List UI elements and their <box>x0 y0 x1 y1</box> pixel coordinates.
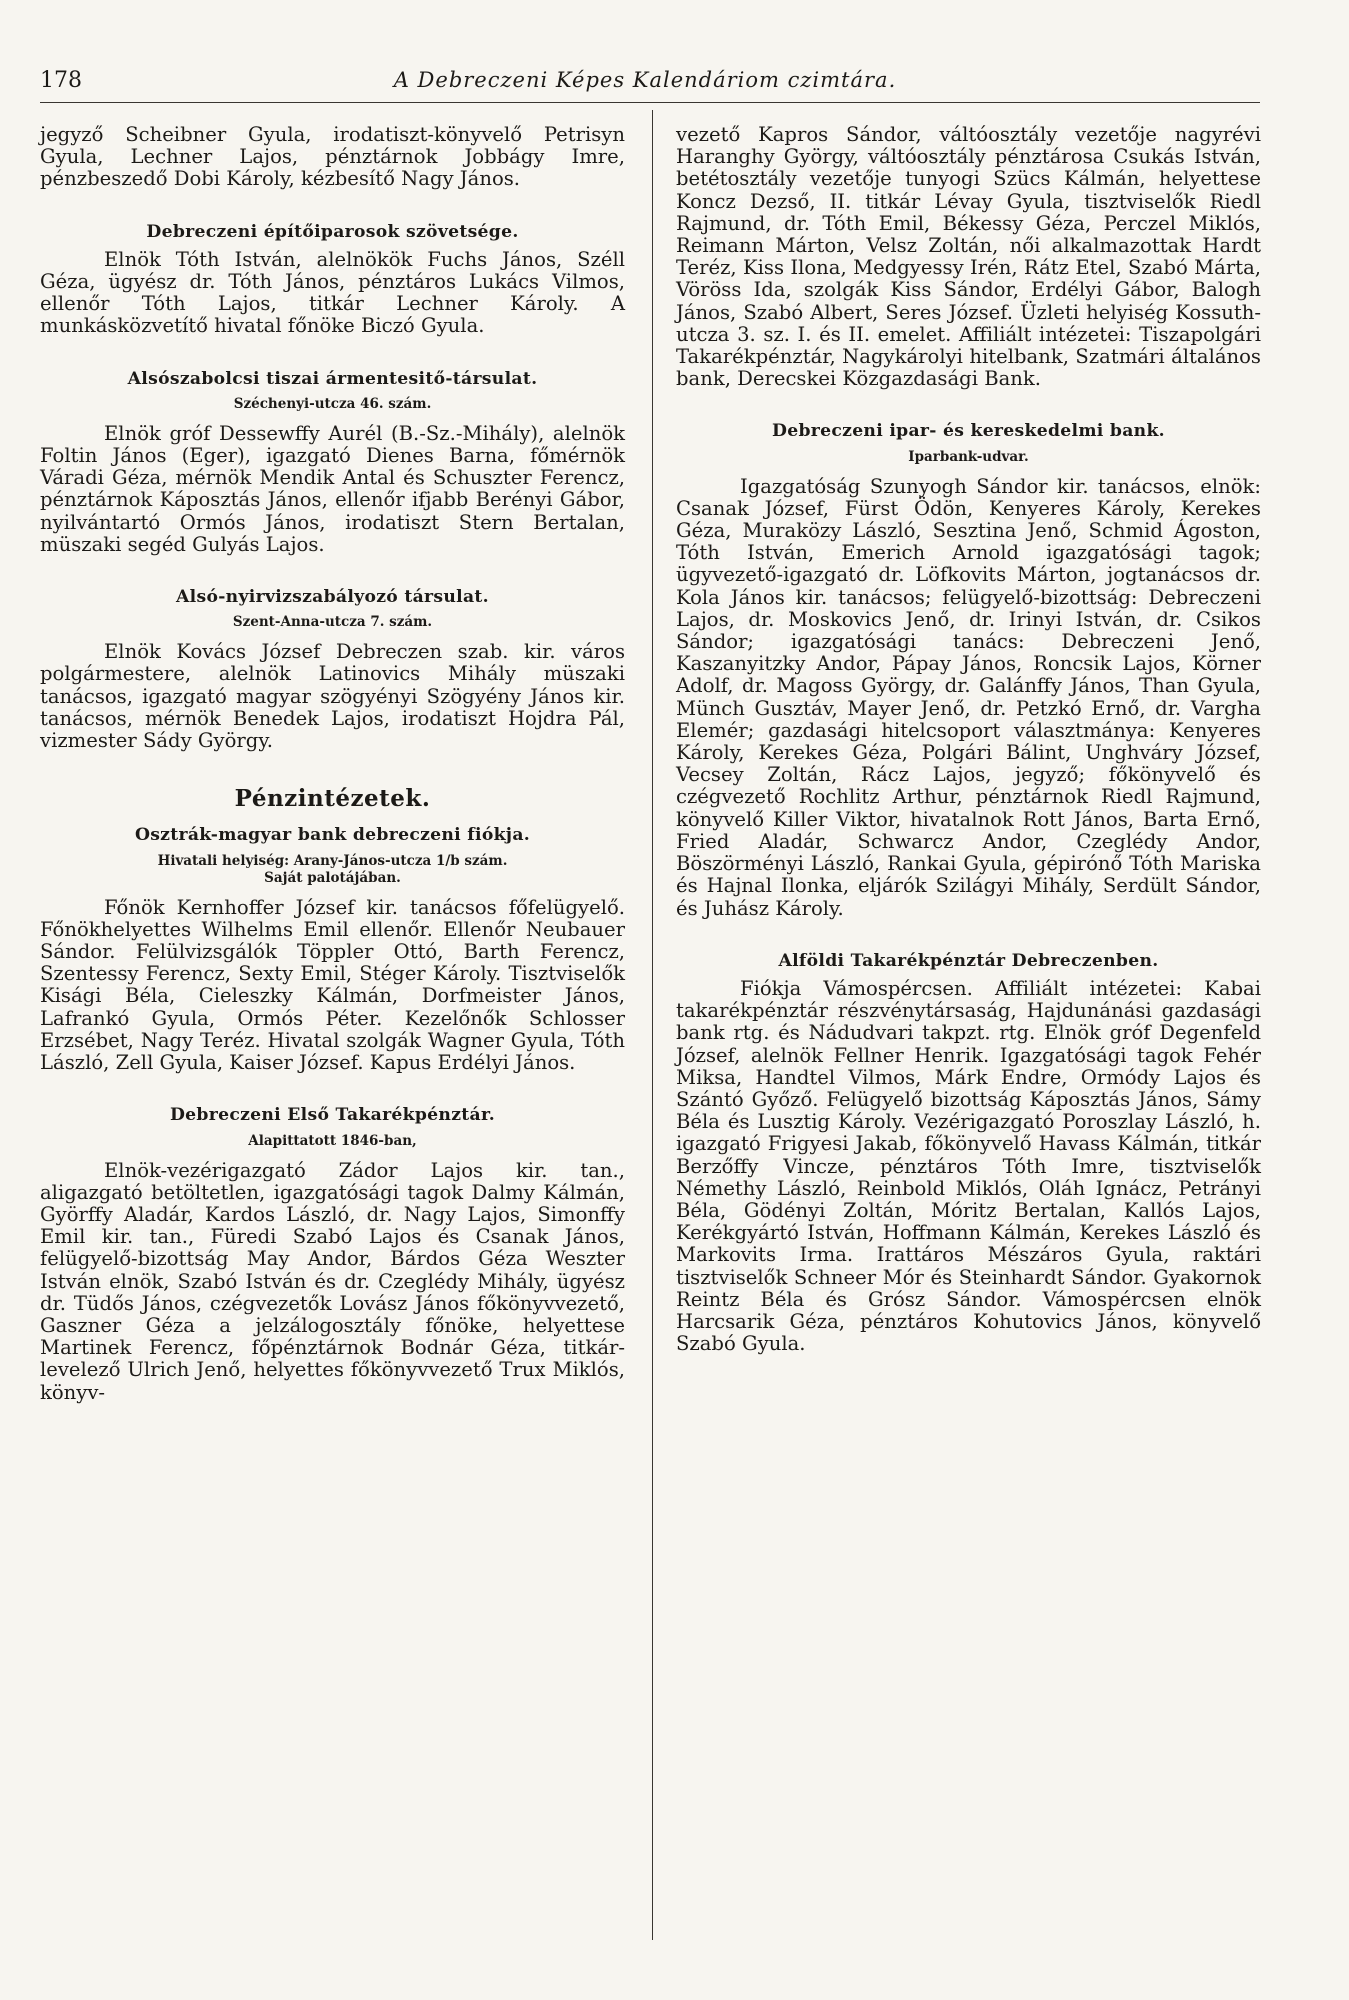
section-body: Elnök-vezérigazgató Zádor Lajos kir. tan., aligazgató betöltetlen, igazgatósági tagok Dalmy Kálmán, Györffy Aladár, Kardos László, dr. Nagy Lajos, Simonffy Emil kir. tan., Füredi Szabó Lajos és Csanak János, felügyelő-bizottság May Andor, Bárdos Géza Weszter István elnök, Szabó István és dr. Czeglédy Mihály, ügyész dr. Tüdős János, czégvezetők Lovász János főkönyvvezető, Gaszner Géza a jelzálogosztály főnöke, helyettese Martinek Ferencz, főpénztárnok Bodnár Géza, titkár-levelező Ulrich Jenő, helyettes főkönyvvezető Trux Miklós, könyv- <box>40 1158 625 1404</box>
section-heading: Osztrák-magyar bank debreczeni fiókja. <box>134 825 531 846</box>
section-heading: Alsószabolcsi tiszai ármentesitő-társulat. <box>127 368 538 389</box>
chapter-title: Pénzintézetek. <box>234 785 431 813</box>
continued-paragraph: vezető Kapros Sándor, váltóosztály vezetője nagyrévi Haranghy György, váltóosztály pénztárosa Csukás István, betétosztály vezetője tunyogi Szücs Kálmán, helyettese Koncz Dezső, II. titkár Lévay Gyula, tisztviselők Riedl Rajmund, dr. Tóth Emil, Békessy Géza, Perczel Miklós, Reimann Márton, Velsz Zoltán, női alkalmazottak Hardt Teréz, Kiss Ilona, Medgyessy Irén, Rátz Etel, Szabó Márta, Vöröss Ida, szolgák Kiss Sándor, Erdélyi Gábor, Balogh János, Szabó Albert, Seres József. Üzleti helyiség Kossuth-utcza 3. sz. I. és II. emelet. Affiliált intézetei: Tiszapolgári Takarékpénztár, Nagykárolyi hitelbank, Szatmári általános bank, Derecskei Közgazdasági Bank. <box>676 123 1261 391</box>
header-rule <box>40 102 1260 103</box>
section-founding: Alapittatott 1846-ban, <box>248 1132 417 1149</box>
intro-paragraph: jegyző Scheibner Gyula, irodatiszt-könyvelő Petrisyn Gyula, Lechner Lajos, pénztárnok Jobbágy Imre, pénzbeszedő Dobi Károly, kézbesítő Nagy János. <box>40 123 625 191</box>
section-address: Szent-Anna-utcza 7. szám. <box>232 614 433 631</box>
right-column <box>676 124 1261 1355</box>
section-address: Saját palotájában. <box>264 869 401 886</box>
section-body: Elnök Tóth István, alelnökök Fuchs János, Széll Géza, ügyész dr. Tóth János, pénztáros Lukács Vilmos, ellenőr Tóth Lajos, titkár Lechner Károly. A munkásközvetítő hivatal főnöke Biczó Gyula. <box>40 247 625 338</box>
section-address: Iparbank-udvar. <box>908 448 1029 465</box>
left-column <box>40 124 625 1404</box>
section-body: Fiókja Vámospércsen. Affiliált intézetei: Kabai takarékpénztár részvénytársaság, Hajdunánási gazdasági bank rtg. és Nádudvari takpzt. rtg. Elnök gróf Degenfeld József, alelnök Fellner Henrik. Igazgatósági tagok Fehér Miksa, Handtel Vilmos, Márk Endre, Ormódy Lajos és Szántó Győző. Felügyelő bizottság Káposztás János, Sámy Béla és Lusztig Károly. Vezérigazgató Poroszlay László, h. igazgató Frigyesi Jakab, főkönyvelő Havass Kálmán, titkár Berzőffy Vincze, pénztáros Tóth Imre, tisztviselők Némethy László, Reinbold Miklós, Oláh Ignácz, Petrányi Béla, Gödényi Zoltán, Móritz Bertalan, Kallós Lajos, Kerékgyártó István, Hoffmann Kálmán, Kerekes László és Markovits Irma. Irattáros Mészáros Gyula, raktári tisztviselők Schneer Mór és Steinhardt Sándor. Gyakornok Reintz Béla és Grósz Sándor. Vámospércsen elnök Harcsarik Géza, pénztáros Kohutovics János, könyvelő Szabó Gyula. <box>676 976 1261 1356</box>
page-number: 178 <box>40 68 82 93</box>
section-heading: Debreczeni építőiparosok szövetsége. <box>146 221 519 242</box>
section-heading: Debreczeni Első Takarékpénztár. <box>169 1105 496 1126</box>
running-title: A Debreczeni Képes Kalendáriom czimtára. <box>393 68 897 92</box>
section-heading: Alföldi Takarékpénztár Debreczenben. <box>778 950 1159 971</box>
section-heading: Alsó-nyirvizszabályozó társulat. <box>176 587 489 608</box>
section-body: Főnök Kernhoffer József kir. tanácsos főfelügyelő. Főnökhelyettes Wilhelms Emil ellenőr. Ellenőr Neubauer Sándor. Felülvizsgálók Töppler Ottó, Barth Ferencz, Szentessy Ferencz, Sexty Emil, Stéger Károly. Tisztviselők Kisági Béla, Cieleszky Kálmán, Dorfmeister János, Lafrankó Gyula, Ormós Péter. Kezelőnők Schlosser Erzsébet, Nagy Teréz. Hivatal szolgák Wagner Gyula, Tóth László, Zell Gyula, Kaiser József. Kapus Erdélyi János. <box>40 895 625 1075</box>
section-heading: Debreczeni ipar- és kereskedelmi bank. <box>772 421 1165 442</box>
section-body: Elnök gróf Dessewffy Aurél (B.-Sz.-Mihály), alelnök Foltin János (Eger), igazgató Dienes Barna, főmérnök Váradi Géza, mérnök Mendik Antal és Schuszter Ferencz, pénztárnok Káposztás János, ellenőr ifjabb Berényi Gábor, nyilvántartó Ormós János, irodatiszt Stern Bertalan, müszaki segéd Gulyás Lajos. <box>40 421 625 556</box>
page-header <box>40 68 1250 102</box>
section-body: Elnök Kovács József Debreczen szab. kir. város polgármestere, alelnök Latinovics Mihály müszaki tanácsos, igazgató magyar szögyényi Szögyény János kir. tanácsos, mérnök Benedek Lajos, irodatiszt Hojdra Pál, vizmester Sády György. <box>40 640 625 753</box>
section-address: Széchenyi-utcza 46. szám. <box>233 395 432 412</box>
section-body: Igazgatóság Szunyogh Sándor kir. tanácsos, elnök: Csanak József, Fürst Ödön, Kenyeres Károly, Kerekes Géza, Muraközy László, Sesztina Jenő, Schmid Ágoston, Tóth István, Emerich Arnold igazgatósági tagok; ügyvezető-igazgató dr. Löfkovits Márton, jogtanácsos dr. Kola János kir. tanácsos; felügyelő-bizottság: Debreczeni Lajos, dr. Moskovics Jenő, dr. Irinyi István, dr. Csikos Sándor; igazgatósági tanács: Debreczeni Jenő, Kaszanyitzky Andor, Pápay János, Roncsik Lajos, Körner Adolf, dr. Magoss György, dr. Galánffy János, Than Gyula, Münch Gusztáv, Mayer Jenő, dr. Petzkó Ernő, dr. Vargha Elemér; gazdasági hitelcsoport választmánya: Kenyeres Károly, Kerekes Géza, Polgári Bálint, Unghváry József, Vecsey Zoltán, Rácz Lajos, jegyző; főkönyvelő és czégvezető Rochlitz Arthur, pénztárnok Riedl Rajmund, könyvelő Killer Viktor, hivatalnok Rott János, Barta Ernő, Fried Aladár, Schwarcz Andor, Czeglédy Andor, Böszörményi László, Rankai Gyula, gépirónő Tóth Mariska és Hajnal Ilonka, eljárók Szilágyi Mihály, Serdült Sándor, és Juhász Károly. <box>676 474 1261 920</box>
section-address: Hivatali helyiség: Arany-János-utcza 1/b szám. <box>157 852 508 869</box>
column-divider <box>652 110 653 1940</box>
